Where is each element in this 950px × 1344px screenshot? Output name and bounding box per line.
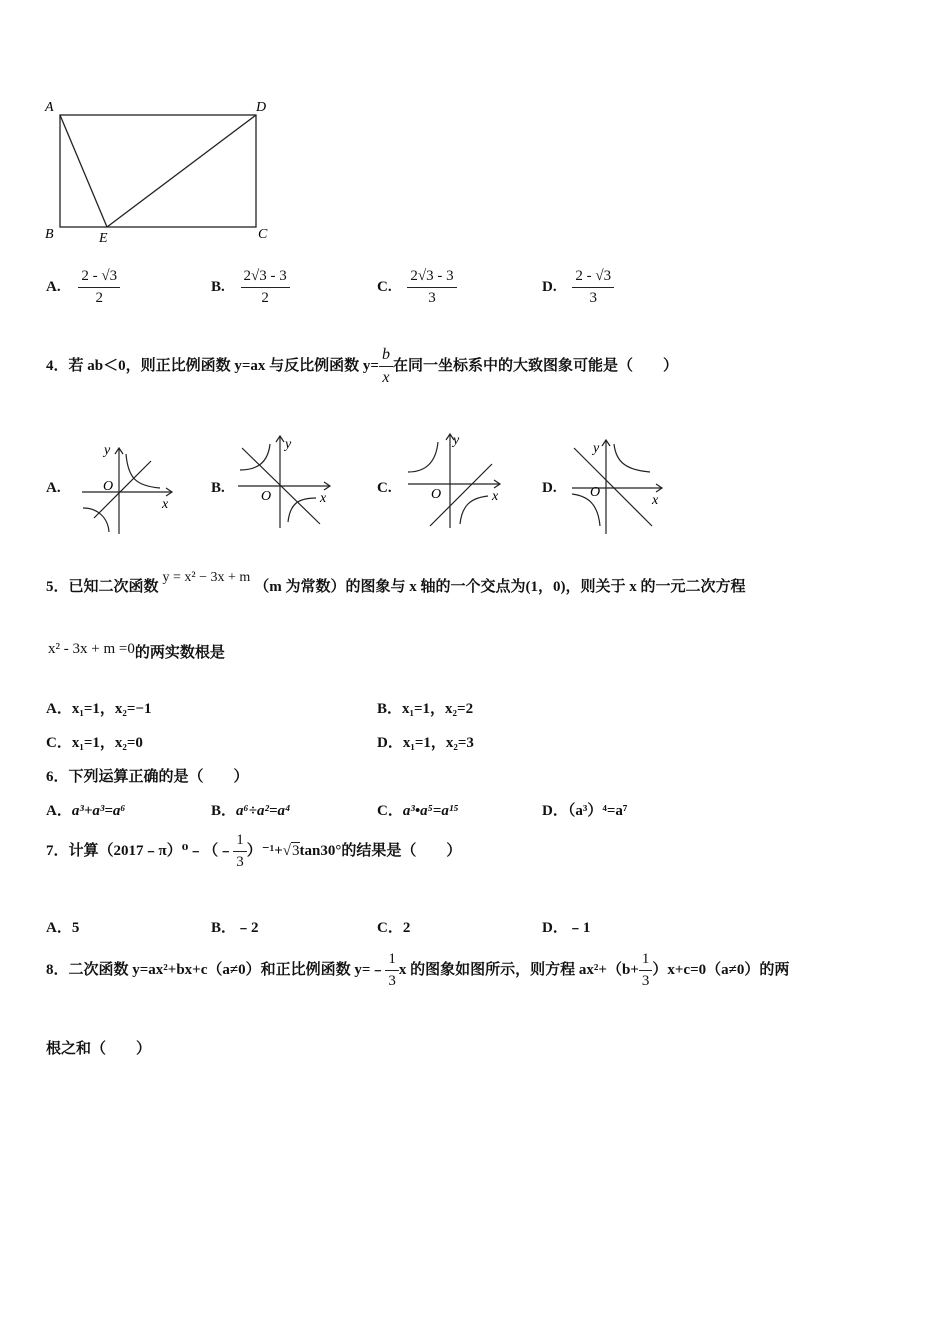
q8-stem: 8．二次函数 y=ax²+bx+c（a≠0）和正比例函数 y=﹣ $\frac{1}{3}$ x 的图象如图所示，则方程 ax²+（b+ $\frac{1}{3}$ ）x+c=0（a≠0）的两 (46, 951, 790, 989)
q6-option-d[interactable]: D．（a³）⁴=a⁷ (542, 803, 628, 819)
q4-b-o: O (261, 489, 272, 504)
q5-option-a[interactable]: A．x₁=1，x₂=−1 (46, 701, 152, 717)
q4-graph-c[interactable] (404, 430, 508, 532)
q4-a-y: y (104, 443, 111, 458)
q7-option-a[interactable]: A．5 (46, 920, 80, 936)
q3-a-num: 2 - √3 (78, 268, 120, 288)
q4-b-x: x (320, 491, 327, 506)
q6-stem: 6．下列运算正确的是（ ） (46, 769, 249, 785)
q4-option-b-label[interactable]: B. (211, 480, 225, 496)
q3-b-num: 2√3 - 3 (241, 268, 290, 288)
q3-option-b[interactable]: B. $\frac{2√3 - 3}{2}$ (211, 268, 290, 307)
q4-frac-num: b (379, 346, 393, 367)
q8-frac2-num: 1 (639, 951, 653, 971)
q5-option-d[interactable]: D．x₁=1，x₂=3 (377, 735, 474, 751)
q8-frac1-den: 3 (388, 973, 396, 989)
q3-a-den: 2 (95, 290, 103, 306)
q4-frac-den: x (382, 369, 390, 386)
label-e: E (99, 231, 108, 246)
q4-d-y: y (593, 441, 600, 456)
q5-option-c[interactable]: C．x₁=1，x₂=0 (46, 735, 143, 751)
q4-graph-a[interactable] (76, 438, 180, 538)
q8-stem-line2: 根之和（ ） (46, 1041, 152, 1057)
q3-c-num: 2√3 - 3 (407, 268, 456, 288)
q7-frac-num: 1 (233, 832, 247, 852)
q4-option-c-label[interactable]: C. (377, 480, 392, 496)
q4-option-d-label[interactable]: D. (542, 480, 557, 496)
q4-a-o: O (103, 479, 114, 494)
q4-graph-b[interactable] (234, 432, 338, 532)
q3-b-den: 2 (261, 290, 269, 306)
sqrt-icon: √ (282, 842, 291, 859)
label-a: A (45, 100, 54, 115)
q4-graph-d[interactable] (568, 436, 672, 536)
rectangle-figure (40, 95, 280, 250)
q4-stem: 4．若 ab＜0，则正比例函数 y=ax 与反比例函数 y= $\frac{b}{x}$ 在同一坐标系中的大致图象可能是（ ） (46, 346, 678, 386)
q7-option-c[interactable]: C．2 (377, 920, 411, 936)
q5-stem: 5．已知二次函数y = x² − 3x + m（m 为常数）的图象与 x 轴的一个交点为(1，0)，则关于 x 的一元二次方程 (46, 570, 746, 595)
q5-equation: x² - 3x + m =0 (48, 641, 135, 657)
label-c: C (258, 227, 268, 242)
q4-b-y: y (285, 437, 292, 452)
q3-d-den: 3 (589, 290, 597, 306)
q7-sqrt: 3 (292, 842, 300, 859)
q5-equation-line: x² - 3x + m =0的两实数根是 (48, 641, 225, 661)
q3-c-den: 3 (428, 290, 436, 306)
q4-c-o: O (431, 487, 442, 502)
q8-frac1-num: 1 (385, 951, 399, 971)
q3-option-c[interactable]: C. $\frac{2√3 - 3}{3}$ (377, 268, 457, 307)
q4-c-x: x (492, 489, 499, 504)
q4-d-x: x (652, 493, 659, 508)
q5-option-b[interactable]: B．x₁=1，x₂=2 (377, 701, 474, 717)
q3-option-d[interactable]: D. $\frac{2 - √3}{3}$ (542, 268, 614, 307)
q6-option-c[interactable]: C．a³•a⁵=a¹⁵ (377, 803, 459, 819)
q7-frac-den: 3 (236, 854, 244, 870)
label-b: B (45, 227, 54, 242)
q7-option-b[interactable]: B．﹣2 (211, 920, 259, 936)
q4-option-a-label[interactable]: A. (46, 480, 61, 496)
q4-a-x: x (162, 497, 169, 512)
q3-option-a[interactable]: A. $\frac{2 - √3}{2}$ (46, 268, 120, 307)
q5-formula: y = x² − 3x + m (162, 570, 251, 585)
q4-c-y: y (453, 433, 460, 448)
q7-option-d[interactable]: D．﹣1 (542, 920, 591, 936)
q7-stem: 7．计算（2017﹣π）⁰﹣（﹣ $\frac{1}{3}$ ）⁻¹+√3tan30°的结果是（ ） (46, 832, 462, 870)
q8-frac2-den: 3 (641, 973, 650, 989)
q6-option-b[interactable]: B．a⁶÷a²=a⁴ (211, 803, 291, 819)
label-d: D (256, 100, 267, 115)
q3-d-num: 2 - √3 (572, 268, 614, 288)
q6-option-a[interactable]: A．a³+a³=a⁶ (46, 803, 126, 819)
q4-d-o: O (590, 485, 601, 500)
